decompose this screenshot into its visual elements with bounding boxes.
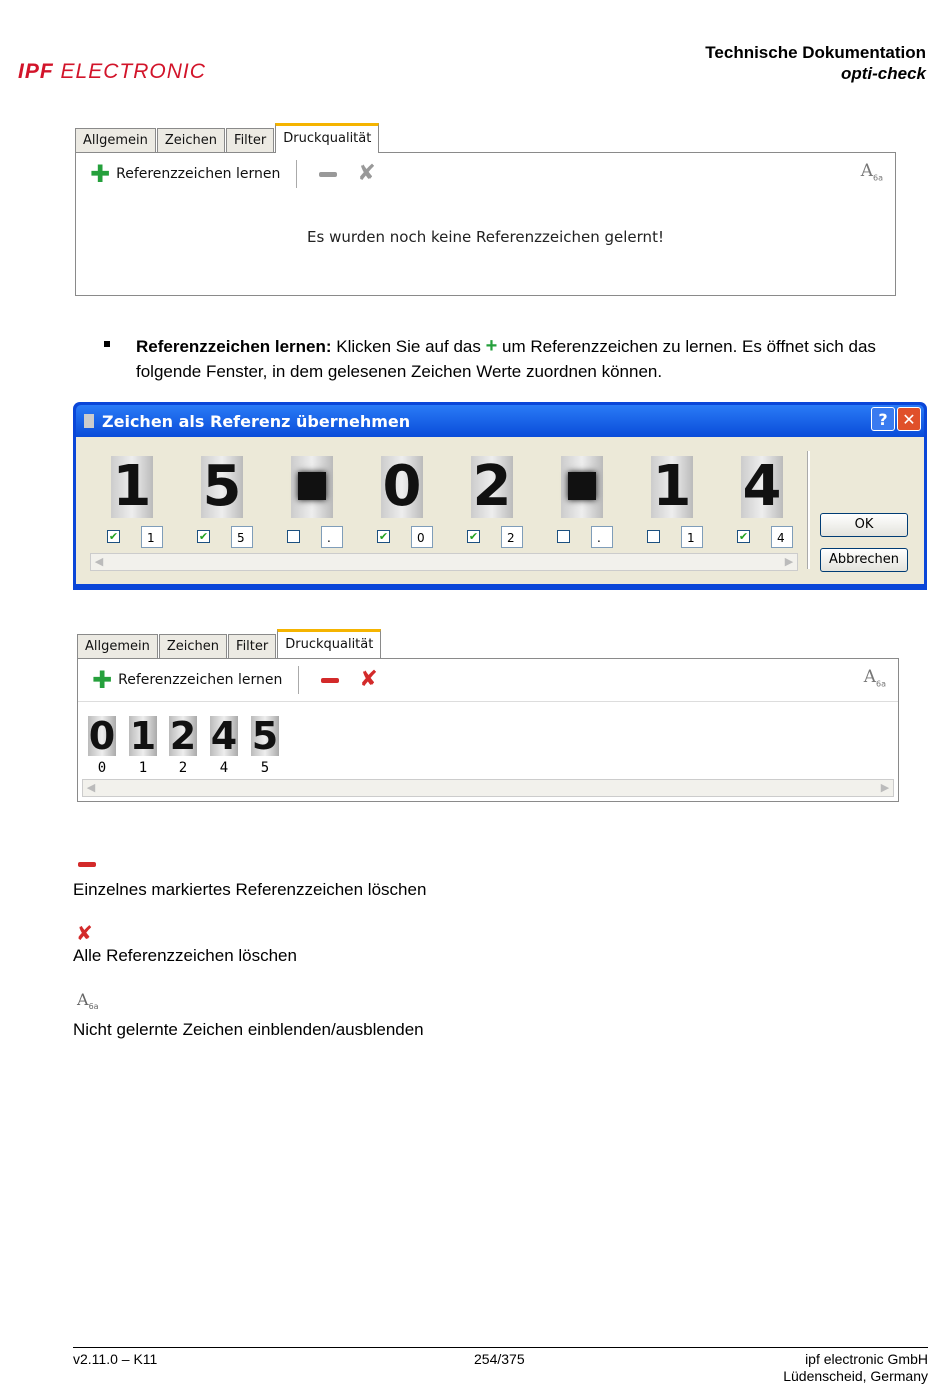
learn-label: Referenzzeichen lernen (118, 672, 283, 688)
panel-scrollbar[interactable] (82, 779, 894, 797)
tab-filter[interactable]: Filter (226, 128, 274, 152)
empty-message: Es wurden noch keine Referenzzeichen gelernt! (307, 228, 664, 246)
tab-filter[interactable]: Filter (228, 634, 276, 658)
learned-char-image[interactable]: 2 (169, 714, 197, 758)
learn-reference-button[interactable] (90, 160, 281, 188)
char-value-field[interactable]: 1 (681, 526, 703, 548)
toolbar-separator (296, 160, 297, 188)
footer-page: 254/375 (474, 1351, 525, 1367)
toolbar (76, 153, 895, 195)
scroll-right-icon[interactable]: ▶ (784, 556, 794, 568)
help-button[interactable]: ? (871, 407, 895, 431)
document-title: Technische Dokumentation (705, 43, 926, 62)
minus-icon[interactable] (319, 172, 337, 177)
char-checkbox[interactable]: ✔ (198, 530, 209, 543)
char-image: 0 (382, 454, 422, 519)
footer-version: v2.11.0 – K11 (73, 1351, 158, 1367)
char-checkbox[interactable]: ✔ (468, 530, 479, 543)
char-image: 1 (652, 454, 692, 519)
char-image: 2 (472, 454, 512, 519)
char-image: 4 (742, 454, 782, 519)
minus-icon[interactable] (321, 678, 339, 683)
learned-char-image[interactable]: 0 (88, 714, 116, 758)
tab-zeichen[interactable]: Zeichen (159, 634, 227, 658)
char-checkbox[interactable] (557, 530, 570, 543)
dialog-title: Zeichen als Referenz übernehmen (102, 411, 411, 431)
plus-icon: + (485, 335, 498, 357)
cancel-button[interactable]: Abbrechen (820, 548, 908, 572)
plus-icon: ✚ (92, 666, 113, 694)
panel-content (77, 658, 899, 802)
char-value-field[interactable]: 1 (141, 526, 163, 548)
dialog-titlebar (76, 405, 924, 437)
char-value-field[interactable]: 5 (231, 526, 253, 548)
scroll-left-icon[interactable]: ◀ (86, 782, 96, 794)
learned-char-label: 4 (219, 760, 229, 776)
char-checkbox[interactable]: ✔ (378, 530, 389, 543)
char-image (291, 456, 333, 518)
char-checkbox[interactable]: ✔ (108, 530, 119, 543)
print-quality-panel-empty (75, 126, 896, 296)
toolbar-separator (298, 666, 299, 694)
tab-bar (77, 632, 899, 658)
char-value-field[interactable]: 4 (771, 526, 793, 548)
delete-all-icon[interactable]: ✘ (359, 667, 378, 692)
tab-allgemein[interactable]: Allgemein (75, 128, 156, 152)
show-unlearned-icon[interactable]: $A_{6a}$ (863, 667, 886, 689)
tab-zeichen[interactable]: Zeichen (157, 128, 225, 152)
delete-all-icon: ✘ (76, 921, 93, 945)
tab-druckqualitaet[interactable]: Druckqualität (275, 123, 379, 153)
company-logo: IPF ELECTRONIC (18, 60, 206, 83)
char-value-field[interactable]: . (591, 526, 613, 548)
char-checkbox[interactable] (647, 530, 660, 543)
char-image (561, 456, 603, 518)
char-checkbox[interactable]: ✔ (738, 530, 749, 543)
learn-reference-button[interactable] (92, 666, 283, 694)
close-button[interactable]: ✕ (897, 407, 921, 431)
legend-delete-all: Alle Referenzzeichen löschen (73, 946, 297, 965)
bullet-marker (104, 341, 110, 347)
legend-delete-single: Einzelnes markiertes Referenzzeichen löschen (73, 880, 427, 899)
learned-char-label: 1 (138, 760, 148, 776)
learned-char-image[interactable]: 5 (251, 714, 279, 758)
minus-icon (78, 862, 96, 867)
tab-bar (75, 126, 896, 152)
toolbar (78, 659, 898, 702)
char-area-divider (807, 451, 810, 569)
footer-rule (73, 1347, 928, 1348)
learned-char-label: 2 (178, 760, 188, 776)
char-value-field[interactable]: 2 (501, 526, 523, 548)
char-image: 5 (202, 454, 242, 519)
learned-char-image[interactable]: 1 (129, 714, 157, 758)
ok-button[interactable]: OK (820, 513, 908, 537)
learn-label: Referenzzeichen lernen (116, 166, 281, 182)
plus-icon: ✚ (90, 160, 111, 188)
print-quality-panel-learned (77, 632, 899, 802)
tab-allgemein[interactable]: Allgemein (77, 634, 158, 658)
app-icon (84, 414, 94, 428)
scroll-left-icon[interactable]: ◀ (94, 556, 104, 568)
char-checkbox[interactable] (287, 530, 300, 543)
learned-char-image[interactable]: 4 (210, 714, 238, 758)
dialog-scrollbar[interactable] (90, 553, 798, 571)
footer-company: ipf electronic GmbH (805, 1351, 928, 1367)
scroll-right-icon[interactable]: ▶ (880, 782, 890, 794)
char-value-field[interactable]: . (321, 526, 343, 548)
bullet-text: Referenzzeichen lernen: Klicken Sie auf das + um Referenzzeichen zu lernen. Es öffnet sich das folgende Fenster, in dem gelesenen Zeichen Werte zuordnen können. (136, 335, 876, 381)
delete-all-icon[interactable]: ✘ (357, 161, 376, 186)
panel-content (75, 152, 896, 296)
char-value-field[interactable]: 0 (411, 526, 433, 548)
product-name: opti-check (840, 64, 926, 83)
learned-char-label: 0 (97, 760, 107, 776)
bullet-learn (104, 334, 919, 384)
learned-char-label: 5 (260, 760, 270, 776)
char-image: 1 (112, 454, 152, 519)
footer-location: Lüdenscheid, Germany (783, 1368, 928, 1384)
show-unlearned-icon[interactable]: $A_{6a}$ (860, 161, 883, 183)
legend-toggle-unlearned: Nicht gelernte Zeichen einblenden/ausblenden (73, 1020, 424, 1039)
show-unlearned-icon: $A_{6a}$ (77, 990, 99, 1012)
tab-druckqualitaet[interactable]: Druckqualität (277, 629, 381, 659)
